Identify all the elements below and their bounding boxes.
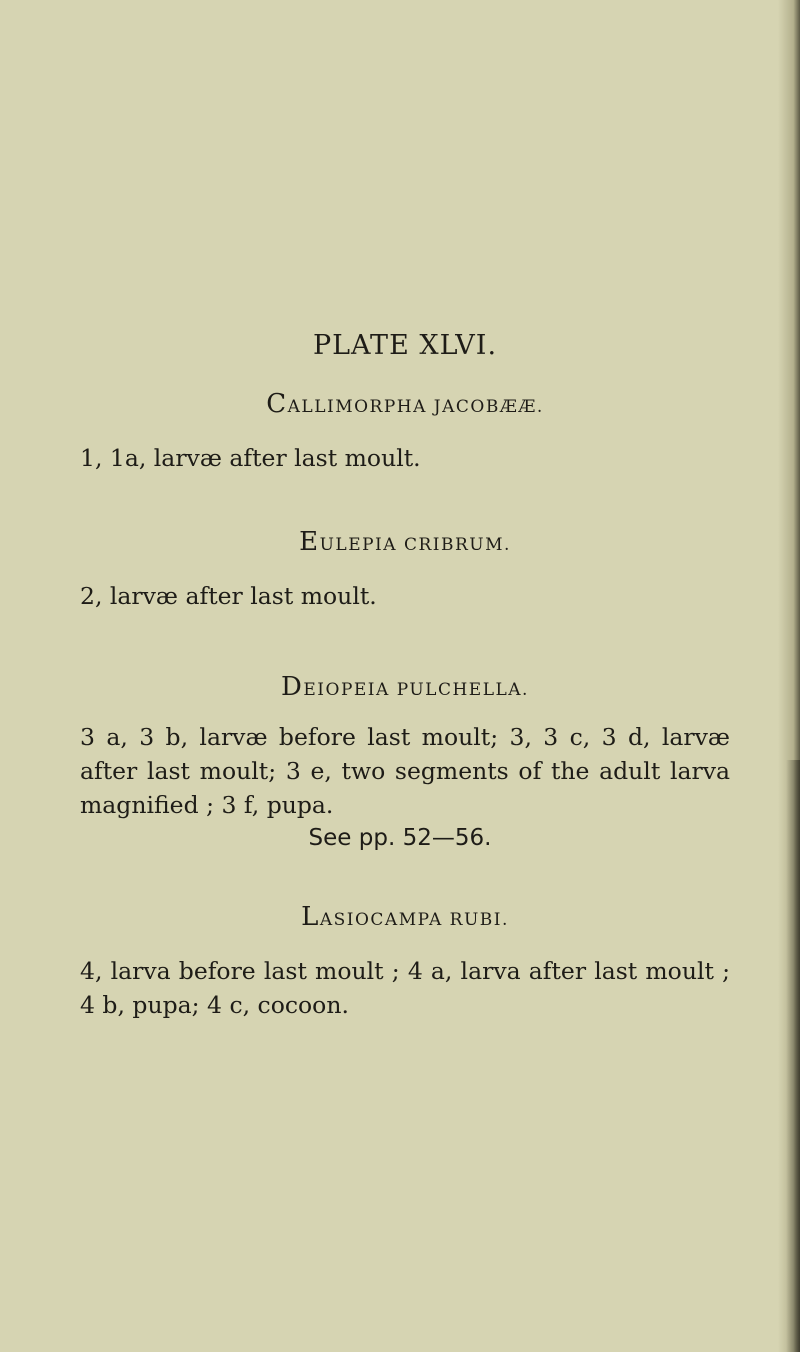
heading-initial: C [266, 389, 288, 419]
species-description-eulepia [80, 579, 730, 613]
species-heading-eulepia [80, 527, 730, 557]
heading-initial: L [301, 902, 320, 932]
description-text: 1, 1a, larvæ after last moult. [80, 444, 421, 472]
heading-rest: EIOPEIA PULCHELLA. [303, 680, 529, 700]
species-heading-lasiocampa [80, 902, 730, 932]
plate-title: PLATE XLVI. [312, 330, 498, 361]
heading-rest: ASIOCAMPA RUBI. [319, 910, 509, 930]
species-description-callimorpha [80, 441, 730, 475]
description-text: 4, larva before last moult ; 4 a, larva after last moult ; 4 b, pupa; 4 c, cocoon. [80, 957, 730, 1019]
page-edge-shadow-lower [786, 760, 800, 1352]
page-reference: See pp. 52—56. [308, 825, 492, 851]
species-heading-deiopeia [80, 672, 730, 702]
description-text: 3 a, 3 b, larvæ before last moult; 3, 3 c, 3 d, larvæ after last moult; 3 e, two segments of the adult larva magnified ; 3 f, pupa. [80, 723, 730, 819]
heading-initial: D [281, 672, 304, 702]
description-text: 2, larvæ after last moult. [80, 582, 377, 610]
heading-rest: ALLIMORPHA JACOBÆÆ. [287, 397, 544, 417]
heading-initial: E [299, 527, 320, 557]
heading-rest: ULEPIA CRIBRUM. [319, 535, 511, 555]
species-description-deiopeia [80, 720, 730, 822]
species-description-lasiocampa [80, 954, 730, 1022]
species-heading-callimorpha [80, 389, 730, 419]
